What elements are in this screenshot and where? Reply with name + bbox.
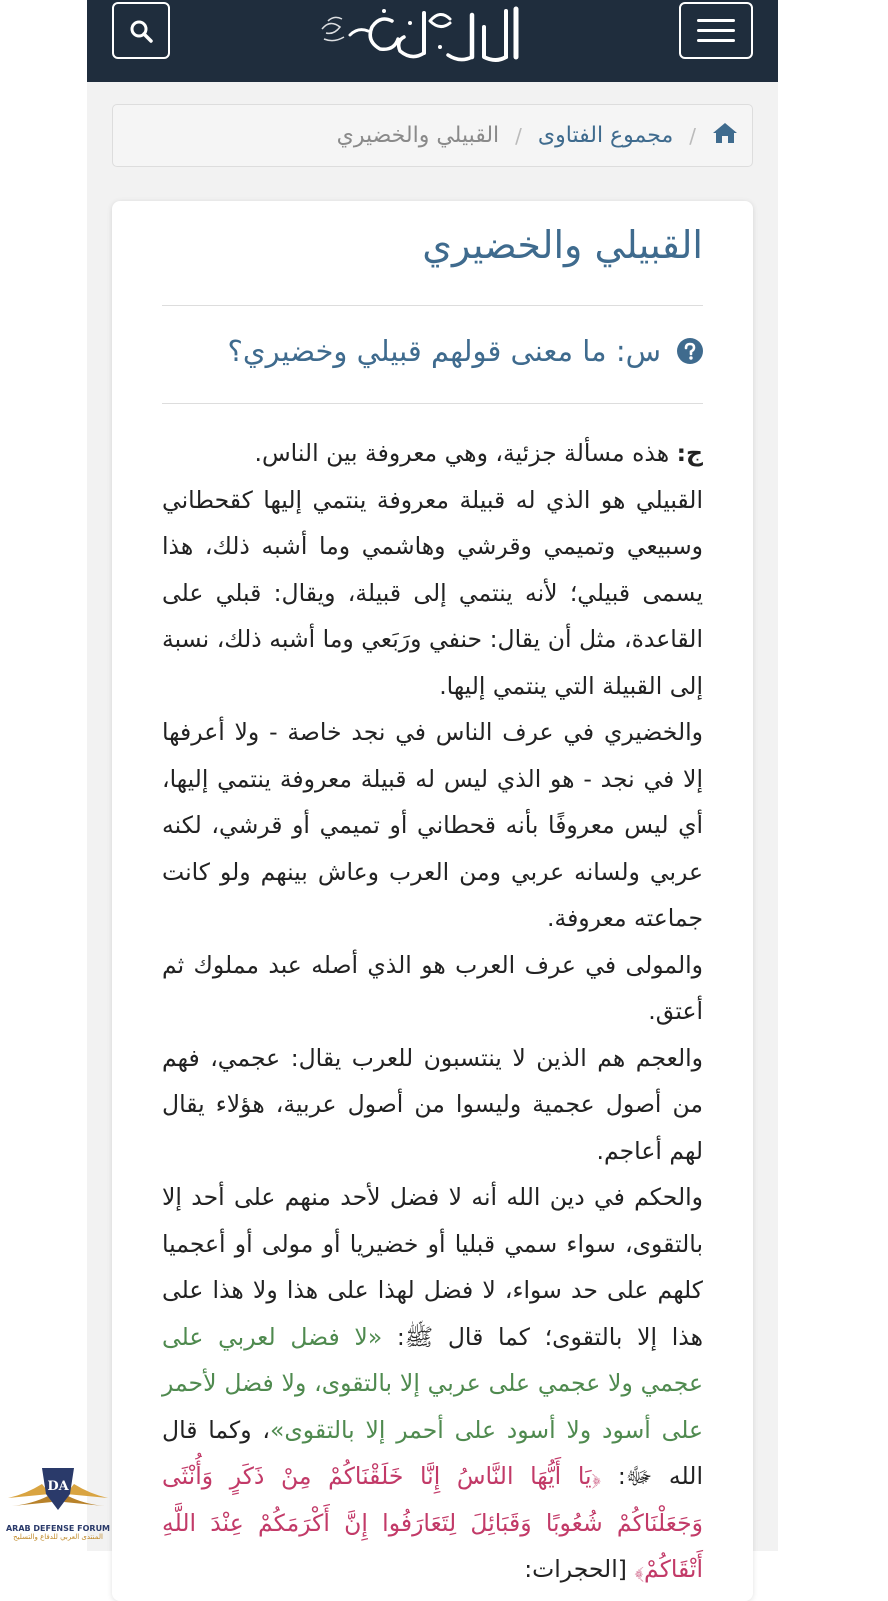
search-icon: [129, 19, 153, 43]
page-title: القبيلي والخضيري: [422, 223, 703, 267]
answer-paragraph: القبيلي هو الذي له قبيلة معروفة ينتمي إليها كقحطاني وسبيعي وتميمي وقرشي وهاشمي وما أشبه ذلك، هذا يسمى قبيلي؛ لأنه ينتمي إلى قبيلة، ويقال: قبلي على القاعدة، مثل أن يقال: حنفي ورَبَعي وما أشبه ذلك، نسبة إلى القبيلة التي ينتمي إليها.: [162, 485, 703, 700]
question-circle-icon: [677, 338, 703, 364]
answer-lead: ج:: [676, 439, 703, 467]
hamburger-menu-icon: [697, 19, 735, 22]
quran-verse: ﴿يَا أَيُّهَا النَّاسُ إِنَّا خَلَقْنَاكُمْ مِنْ ذَكَرٍ وَأُنْثَى وَجَعَلْنَاكُمْ شُعُوبًا وَقَبَائِلَ لِتَعَارَفُوا إِنَّ أَكْرَمَكُمْ عِنْدَ اللَّهِ أَتْقَاكُمْ﴾: [162, 1462, 703, 1583]
question-text: س: ما معنى قولهم قبيلي وخضيري؟: [227, 334, 661, 368]
breadcrumb-separator: /: [515, 123, 522, 148]
watermark-brand-mark: DA: [47, 1479, 69, 1494]
calligraphy-logo: [320, 1, 530, 65]
fatwa-card: [112, 201, 753, 1601]
search-button[interactable]: [112, 2, 170, 59]
answer-paragraph: والخضيري في عرف الناس في نجد خاصة - ولا أعرفها إلا في نجد - هو الذي ليس له قبيلة معروفة ينتمي إليها، أي ليس معروفًا بأنه قحطاني أو تميمي أو قرشي، لكنه عربي ولسانه عربي ومن العرب وعاش بينهم ولو كانت جماعته معروفة.: [162, 718, 703, 932]
answer-text: ، وكما قال الله ﷻ:: [162, 1415, 703, 1490]
site-logo[interactable]: [317, 0, 532, 66]
breadcrumb-separator: /: [689, 123, 696, 148]
forum-watermark-logo: [4, 1464, 112, 1548]
home-link[interactable]: [712, 121, 738, 151]
menu-toggle-button[interactable]: [679, 2, 753, 59]
hadith-quote: «لا فضل لعربي على عجمي ولا عجمي على عربي إلا بالتقوى، ولا فضل لأحمر على أسود ولا أسود على أحمر إلا بالتقوى»: [162, 1322, 703, 1444]
answer-paragraph: والعجم هم الذين لا ينتسبون للعرب يقال: عجمي، فهم من أصول عجمية وليسوا من أصول عربية، هؤلاء يقال لهم أعاجم.: [162, 1043, 703, 1165]
breadcrumb: [112, 104, 753, 167]
breadcrumb-current: القبيلي والخضيري: [336, 123, 500, 148]
breadcrumb-link-fatawa[interactable]: مجموع الفتاوى: [537, 123, 674, 148]
question-divider: [162, 403, 703, 404]
watermark-subtitle: المنتدى العربي للدفاع والتسليح: [13, 1533, 103, 1541]
verse-reference: [الحجرات:: [524, 1555, 635, 1583]
hamburger-menu-icon-bar-3: [697, 39, 735, 42]
answer-paragraph: والمولى في عرف العرب هو الذي أصله عبد مملوك ثم أعتق.: [162, 950, 703, 1025]
watermark-title: ARAB DEFENSE FORUM: [5, 1524, 111, 1533]
top-navbar: [87, 0, 778, 82]
hamburger-menu-icon-bar-2: [697, 29, 735, 32]
answer-text: والحكم في دين الله أنه لا فضل لأحد منهم على أحد إلا بالتقوى، سواء سمي قبليا أو خضيريا أو مولى أو أعجميا كلهم على حد سواء، لا فضل لهذا على هذا ولا هذا على هذا إلا بالتقوى؛ كما قال ﷺ:: [162, 1183, 703, 1351]
answer-paragraph: [162, 430, 703, 477]
answer-body: [162, 430, 703, 1593]
answer-paragraph: [162, 1174, 703, 1593]
answer-text: هذه مسألة جزئية، وهي معروفة بين الناس.: [254, 439, 670, 467]
page: [87, 0, 778, 1583]
home-icon: [712, 121, 738, 145]
title-divider: [162, 305, 703, 306]
eagle-shield-icon: [6, 1464, 110, 1522]
question-row: [162, 334, 703, 368]
